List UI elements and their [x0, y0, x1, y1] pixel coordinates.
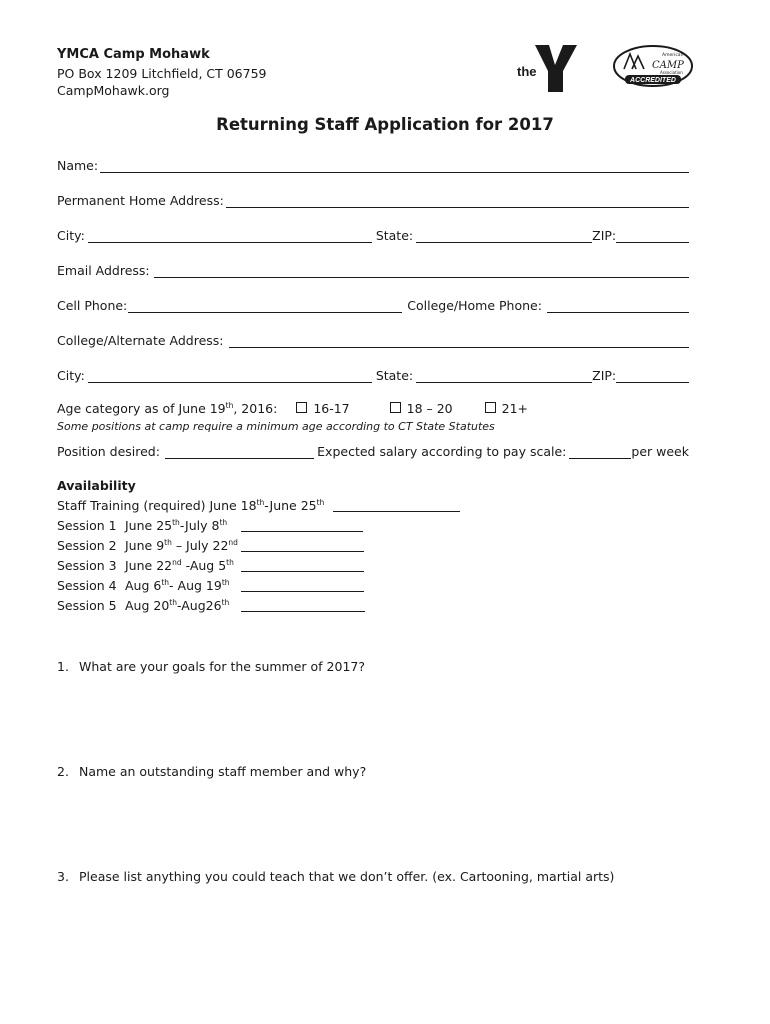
home-address-field[interactable]: [226, 194, 689, 208]
city-field[interactable]: [88, 229, 372, 243]
session-name: Session 1: [57, 518, 117, 533]
email-label: Email Address:: [57, 263, 150, 278]
session-dates: June 25th-July 8th: [125, 518, 228, 533]
staff-training-label: Staff Training (required) June 18th-June 25th: [57, 498, 325, 513]
session-row: [57, 558, 364, 573]
age-option-16-17[interactable]: 16-17: [296, 401, 349, 416]
aca-accredited-logo: [612, 44, 694, 88]
question-2: [57, 764, 366, 779]
city-state-zip-row: [57, 227, 689, 243]
zip2-field[interactable]: [616, 369, 689, 383]
age-note: Some positions at camp require a minimum age according to CT State Statutes: [57, 420, 495, 433]
question-text: Please list anything you could teach that we don’t offer. (ex. Cartooning, martial arts): [79, 869, 615, 884]
question-3: [57, 869, 614, 884]
staff-training-row: [57, 498, 460, 513]
checkbox-icon[interactable]: [296, 402, 307, 413]
city-label: City:: [57, 228, 85, 243]
session-field[interactable]: [241, 598, 365, 612]
name-row: [57, 157, 689, 173]
question-1: [57, 659, 365, 674]
college-address-label: College/Alternate Address:: [57, 333, 224, 348]
session-field[interactable]: [241, 558, 364, 572]
ymca-logo-text: the: [517, 64, 537, 79]
staff-training-field[interactable]: [333, 498, 460, 512]
college-phone-label: College/Home Phone:: [407, 298, 542, 313]
college-address-row: [57, 332, 689, 348]
session-field[interactable]: [241, 538, 364, 552]
question-text: Name an outstanding staff member and why?: [79, 764, 367, 779]
availability-heading: Availability: [57, 478, 136, 493]
salary-label: Expected salary according to pay scale:: [317, 444, 567, 459]
session-dates: June 9th – July 22nd: [125, 538, 238, 553]
session-name: Session 5: [57, 598, 117, 613]
ymca-logo: [517, 43, 581, 93]
aca-figures-icon: [624, 54, 644, 69]
session-dates: Aug 6th- Aug 19th: [125, 578, 230, 593]
position-label: Position desired:: [57, 444, 160, 459]
phone-row: [57, 297, 689, 313]
page-title: Returning Staff Application for 2017: [216, 115, 554, 134]
aca-sub-text: Association: [660, 70, 683, 75]
cell-phone-label: Cell Phone:: [57, 298, 128, 313]
state-field[interactable]: [416, 229, 592, 243]
session-field[interactable]: [241, 518, 363, 532]
zip-field[interactable]: [616, 229, 689, 243]
position-row: [57, 443, 689, 459]
city2-label: City:: [57, 368, 85, 383]
session-row: [57, 538, 364, 553]
aca-main-text: CAMP: [652, 60, 684, 71]
state2-field[interactable]: [416, 369, 592, 383]
question-text: What are your goals for the summer of 2017?: [79, 659, 365, 674]
state2-label: State:: [375, 368, 414, 383]
checkbox-icon[interactable]: [390, 402, 401, 413]
question-number: 1.: [57, 659, 69, 674]
cell-phone-field[interactable]: [128, 299, 402, 313]
state-label: State:: [375, 228, 414, 243]
college-phone-field[interactable]: [547, 299, 689, 313]
question-number: 2.: [57, 764, 69, 779]
question-number: 3.: [57, 869, 69, 884]
checkbox-icon[interactable]: [485, 402, 496, 413]
zip2-label: ZIP:: [592, 368, 617, 383]
aca-badge-text: ACCREDITED: [630, 77, 676, 85]
session-field[interactable]: [241, 578, 364, 592]
org-name: YMCA Camp Mohawk: [57, 47, 210, 62]
ymca-y-icon: [535, 45, 577, 92]
org-website[interactable]: CampMohawk.org: [57, 83, 170, 98]
zip-label: ZIP:: [592, 228, 617, 243]
per-week-label: per week: [631, 444, 689, 459]
college-address-field[interactable]: [229, 334, 689, 348]
age-option-21-plus[interactable]: 21+: [485, 401, 528, 416]
session-name: Session 3: [57, 558, 117, 573]
session-dates: June 22nd -Aug 5th: [125, 558, 234, 573]
aca-top-text: American: [662, 53, 684, 58]
name-field[interactable]: [100, 159, 689, 173]
salary-field[interactable]: [569, 445, 631, 459]
position-field[interactable]: [165, 445, 314, 459]
age-option-18-20[interactable]: 18 – 20: [390, 401, 453, 416]
session-row: [57, 598, 365, 613]
email-field[interactable]: [154, 264, 689, 278]
session-name: Session 2: [57, 538, 117, 553]
session-row: [57, 518, 363, 533]
session-dates: Aug 20th-Aug26th: [125, 598, 230, 613]
age-label: Age category as of June 19th, 2016:: [57, 401, 278, 416]
city-state-zip-row-2: [57, 367, 689, 383]
city2-field[interactable]: [88, 369, 372, 383]
age-category-row: [57, 401, 528, 416]
session-name: Session 4: [57, 578, 117, 593]
home-address-row: [57, 192, 689, 208]
session-row: [57, 578, 364, 593]
home-address-label: Permanent Home Address:: [57, 193, 224, 208]
name-label: Name:: [57, 158, 99, 173]
org-address: PO Box 1209 Litchfield, CT 06759: [57, 66, 267, 81]
email-row: [57, 262, 689, 278]
